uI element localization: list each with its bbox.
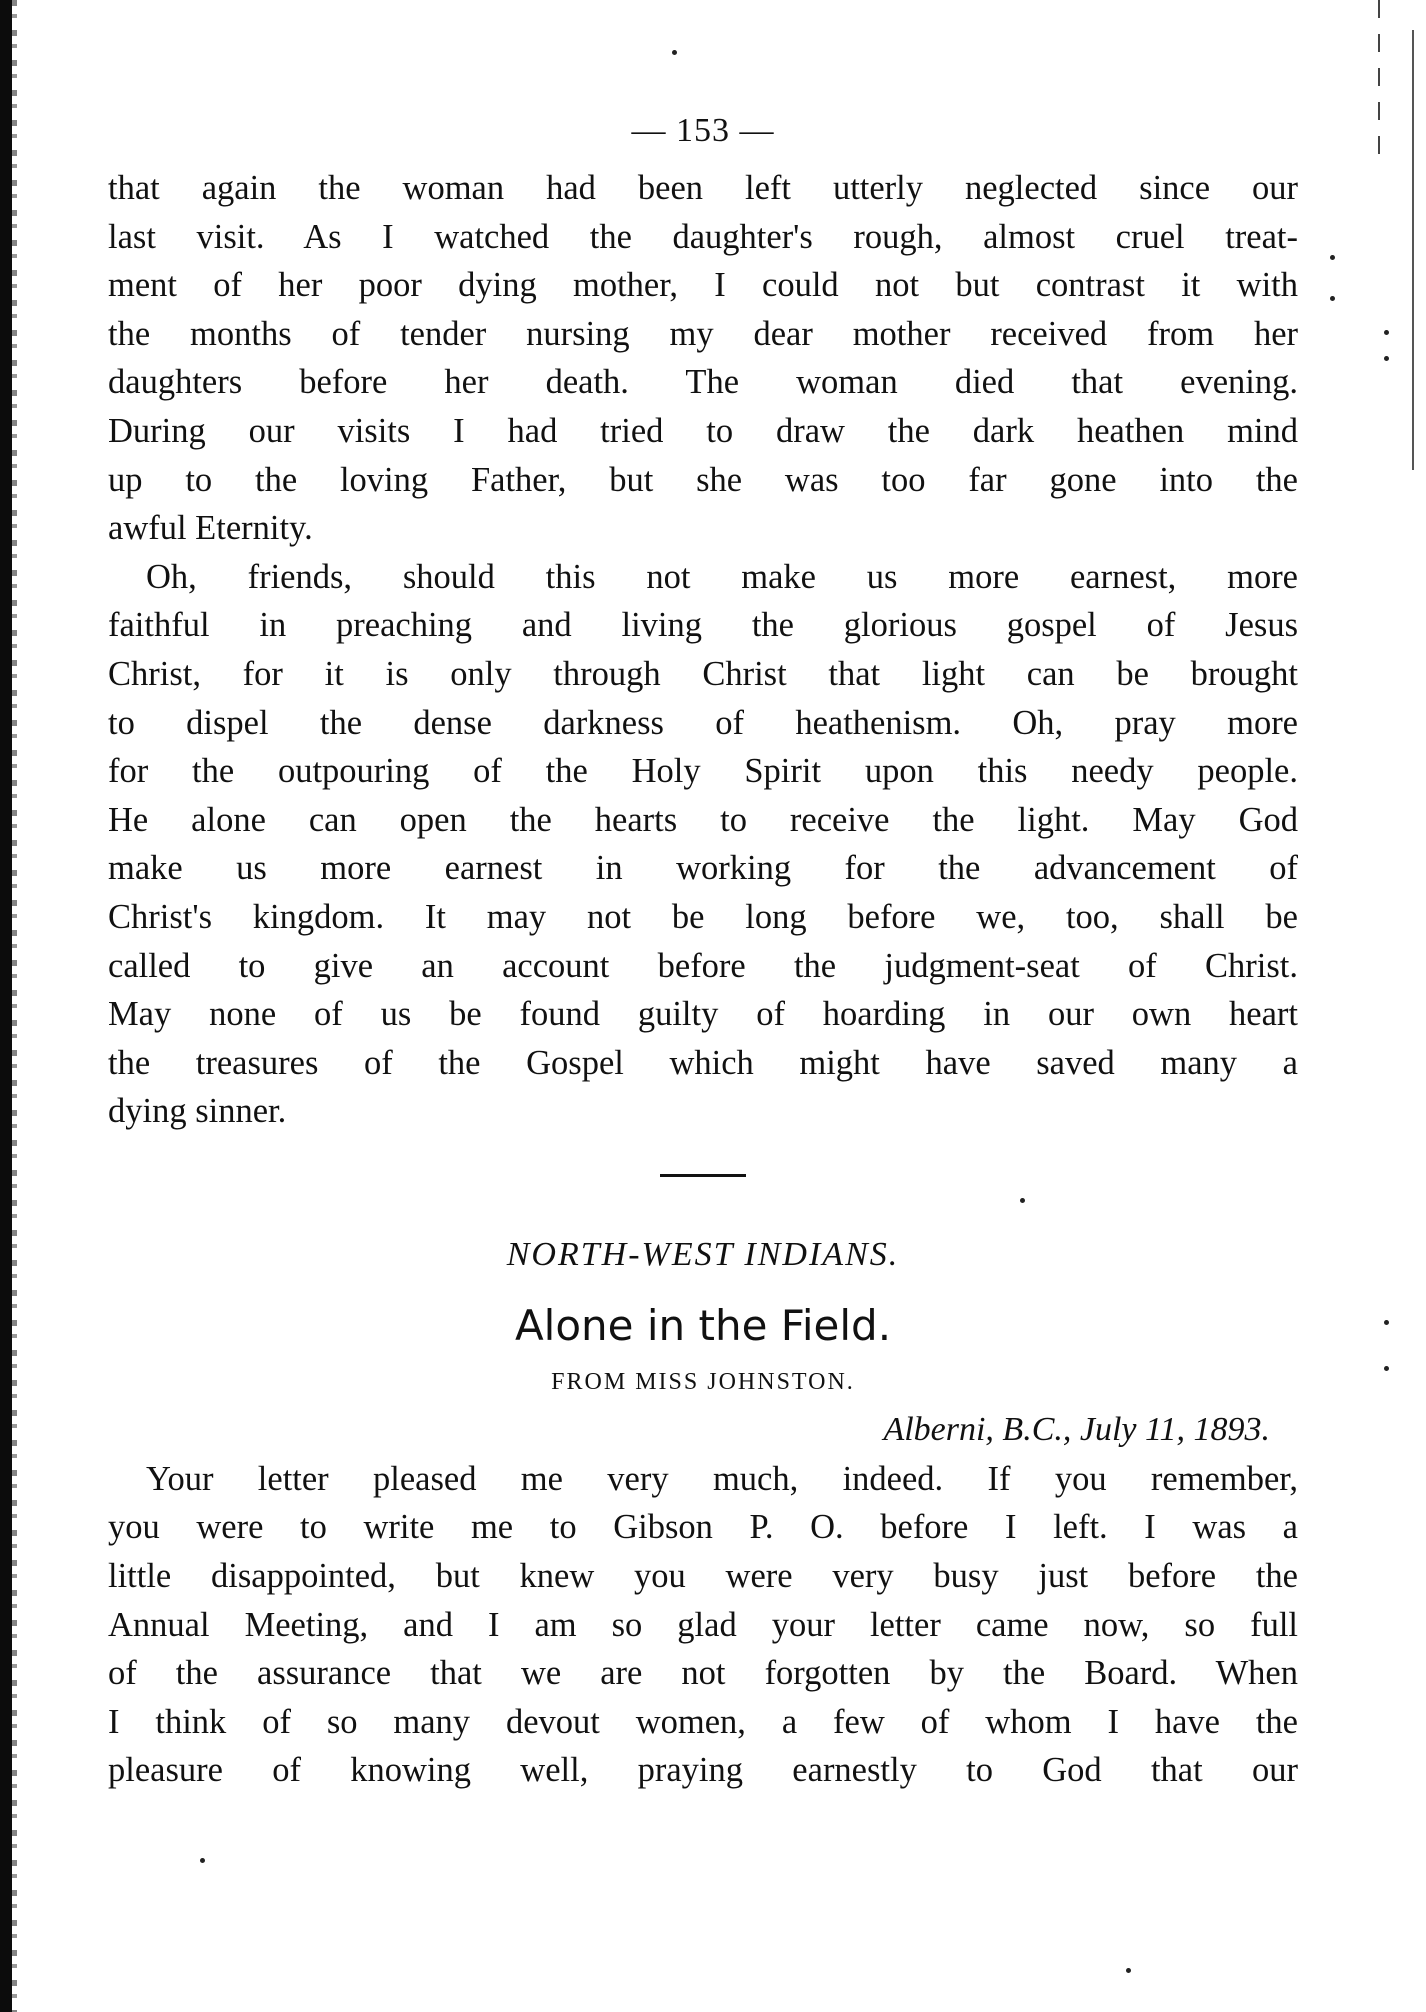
text-line: last visit. As I watched the daughter's rough, almost cruel treat- — [108, 217, 1298, 256]
text-line: May none of us be found guilty of hoarding in our own heart — [108, 995, 1298, 1034]
text-line: the months of tender nursing my dear mother received from her — [108, 314, 1298, 353]
scan-speck — [1384, 1320, 1389, 1325]
scan-speck — [1126, 1968, 1131, 1973]
scan-speck — [1384, 1366, 1389, 1371]
scan-speck — [1384, 330, 1389, 335]
text-line: you were to write me to Gibson P. O. before I left. I was a — [108, 1508, 1298, 1547]
text-line: to dispel the dense darkness of heathenism. Oh, pray more — [108, 703, 1298, 742]
page-number: — 153 — — [631, 112, 775, 149]
paragraph-oh-friends — [108, 553, 1298, 1136]
text-line: I think of so many devout women, a few of whom I have the — [108, 1702, 1298, 1741]
text-line: for the outpouring of the Holy Spirit upon this needy people. — [108, 752, 1298, 791]
scan-speck — [1384, 356, 1389, 361]
text-line: Christ, for it is only through Christ that light can be brought — [108, 654, 1298, 693]
text-line: that again the woman had been left utterly neglected since our — [108, 169, 1298, 207]
text-line: awful Eternity. — [108, 509, 313, 548]
text-line: Christ's kingdom. It may not be long before we, too, shall be — [108, 897, 1298, 936]
text-line: make us more earnest in working for the advancement of — [108, 849, 1298, 888]
text-line: pleasure of knowing well, praying earnestly to God that our — [108, 1751, 1298, 1790]
byline: FROM MISS JOHNSTON. — [551, 1368, 855, 1395]
text-line: up to the loving Father, but she was too far gone into the — [108, 460, 1298, 499]
paragraph-continued — [108, 164, 1298, 553]
scan-right-edge-line — [1412, 30, 1414, 470]
text-line: faithful in preaching and living the glorious gospel of Jesus — [108, 606, 1298, 645]
section-divider — [660, 1174, 746, 1177]
article-title: Alone in the Field. — [514, 1300, 892, 1350]
document-page — [108, 0, 1298, 1795]
scan-left-border-texture — [12, 0, 17, 2012]
text-line: Oh, friends, should this not make us more earnest, more — [146, 557, 1298, 596]
text-line: dying sinner. — [108, 1092, 287, 1131]
scan-right-edge-dashes — [1378, 0, 1380, 160]
scan-speck — [200, 1858, 205, 1863]
paragraph-letter — [108, 1455, 1298, 1795]
text-line: called to give an account before the judgment-seat of Christ. — [108, 946, 1298, 985]
text-line: daughters before her death. The woman died that evening. — [108, 363, 1298, 402]
scan-speck — [1330, 296, 1335, 301]
scan-left-border — [0, 0, 12, 2012]
section-heading: NORTH-WEST INDIANS. — [506, 1235, 900, 1273]
text-line: ment of her poor dying mother, I could not but contrast it with — [108, 266, 1298, 305]
text-line: the treasures of the Gospel which might have saved many a — [108, 1043, 1298, 1082]
text-line: of the assurance that we are not forgotten by the Board. When — [108, 1654, 1298, 1693]
scan-speck — [1330, 255, 1335, 260]
text-line: Your letter pleased me very much, indeed. If you remember, — [146, 1459, 1298, 1498]
text-line: little disappointed, but knew you were very busy just before the — [108, 1557, 1298, 1596]
dateline: Alberni, B.C., July 11, 1893. — [883, 1410, 1270, 1448]
text-line: Annual Meeting, and I am so glad your letter came now, so full — [108, 1605, 1298, 1644]
text-line: During our visits I had tried to draw the dark heathen mind — [108, 411, 1298, 450]
text-line: He alone can open the hearts to receive the light. May God — [108, 800, 1298, 839]
